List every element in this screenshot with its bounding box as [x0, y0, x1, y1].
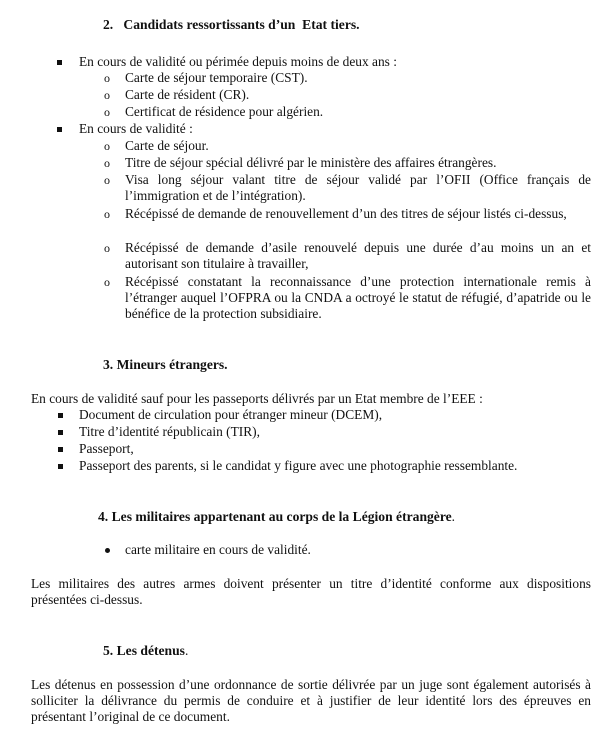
list-item: Carte de séjour temporaire (CST).: [125, 70, 308, 85]
list-item: Carte de séjour.: [125, 138, 209, 153]
section-5-paragraph: Les détenus en possession d’une ordonnance de sortie délivrée par un juge sont également autorisés à solliciter la délivrance du permis de conduire et à justifier de leur identité lors des épreuves en présentant l’original de ce document.: [31, 677, 591, 725]
list-item: Titre d’identité républicain (TIR),: [79, 424, 260, 439]
circle-bullet-icon: o: [104, 173, 110, 187]
section-4-note: Les militaires des autres armes doivent présenter un titre d’identité conforme aux dispositions présentées ci-dessus.: [31, 576, 591, 608]
list-item: Certificat de résidence pour algérien.: [125, 104, 324, 119]
section-2-group-1-intro: En cours de validité ou périmée depuis moins de deux ans :: [79, 54, 397, 69]
list-item: Visa long séjour valant titre de séjour validé par l’OFII (Office français de l’immigration et de l’intégration).: [125, 172, 591, 204]
section-5-heading-period: .: [184, 643, 189, 658]
round-bullet-icon: [105, 548, 110, 553]
square-bullet-icon: [57, 60, 62, 65]
circle-bullet-icon: o: [104, 207, 110, 221]
square-bullet-icon: [58, 464, 63, 469]
circle-bullet-icon: o: [104, 241, 110, 255]
section-2-group-2-intro: En cours de validité :: [79, 121, 193, 136]
section-5-heading: [103, 643, 188, 659]
section-3-heading: 3. Mineurs étrangers.: [103, 357, 228, 372]
list-item: Récépissé de demande de renouvellement d’un des titres de séjour listés ci-dessus,: [125, 206, 567, 221]
circle-bullet-icon: o: [104, 156, 110, 170]
list-item: Passeport,: [79, 441, 134, 456]
circle-bullet-icon: o: [104, 139, 110, 153]
list-item: Titre de séjour spécial délivré par le ministère des affaires étrangères.: [125, 155, 497, 170]
section-4-heading-period: .: [451, 509, 456, 524]
list-item: Récépissé constatant la reconnaissance d’une protection internationale remis à l’étranger auquel l’OFPRA ou la CNDA a octroyé le statut de réfugié, d’apatride ou le bénéfice de la protection subsidiaire.: [125, 274, 591, 322]
section-4-item: carte militaire en cours de validité.: [125, 542, 311, 557]
section-5-heading-text: 5. Les détenus: [103, 643, 185, 658]
list-item: Carte de résident (CR).: [125, 87, 250, 102]
section-3-intro: En cours de validité sauf pour les passeports délivrés par un Etat membre de l’EEE :: [31, 391, 483, 406]
list-item: Document de circulation pour étranger mineur (DCEM),: [79, 407, 383, 422]
circle-bullet-icon: o: [104, 105, 110, 119]
section-2-heading: 2. Candidats ressortissants d’un Etat tiers.: [103, 17, 360, 32]
square-bullet-icon: [58, 413, 63, 418]
list-item: Passeport des parents, si le candidat y figure avec une photographie ressemblante.: [79, 458, 518, 473]
square-bullet-icon: [57, 127, 62, 132]
square-bullet-icon: [58, 430, 63, 435]
circle-bullet-icon: o: [104, 88, 110, 102]
square-bullet-icon: [58, 447, 63, 452]
section-4-heading-text: 4. Les militaires appartenant au corps de la Légion étrangère: [98, 509, 452, 524]
circle-bullet-icon: o: [104, 275, 110, 289]
section-4-heading: [98, 509, 455, 525]
circle-bullet-icon: o: [104, 71, 110, 85]
list-item: Récépissé de demande d’asile renouvelé depuis une durée d’au moins un an et autorisant son titulaire à travailler,: [125, 240, 591, 272]
